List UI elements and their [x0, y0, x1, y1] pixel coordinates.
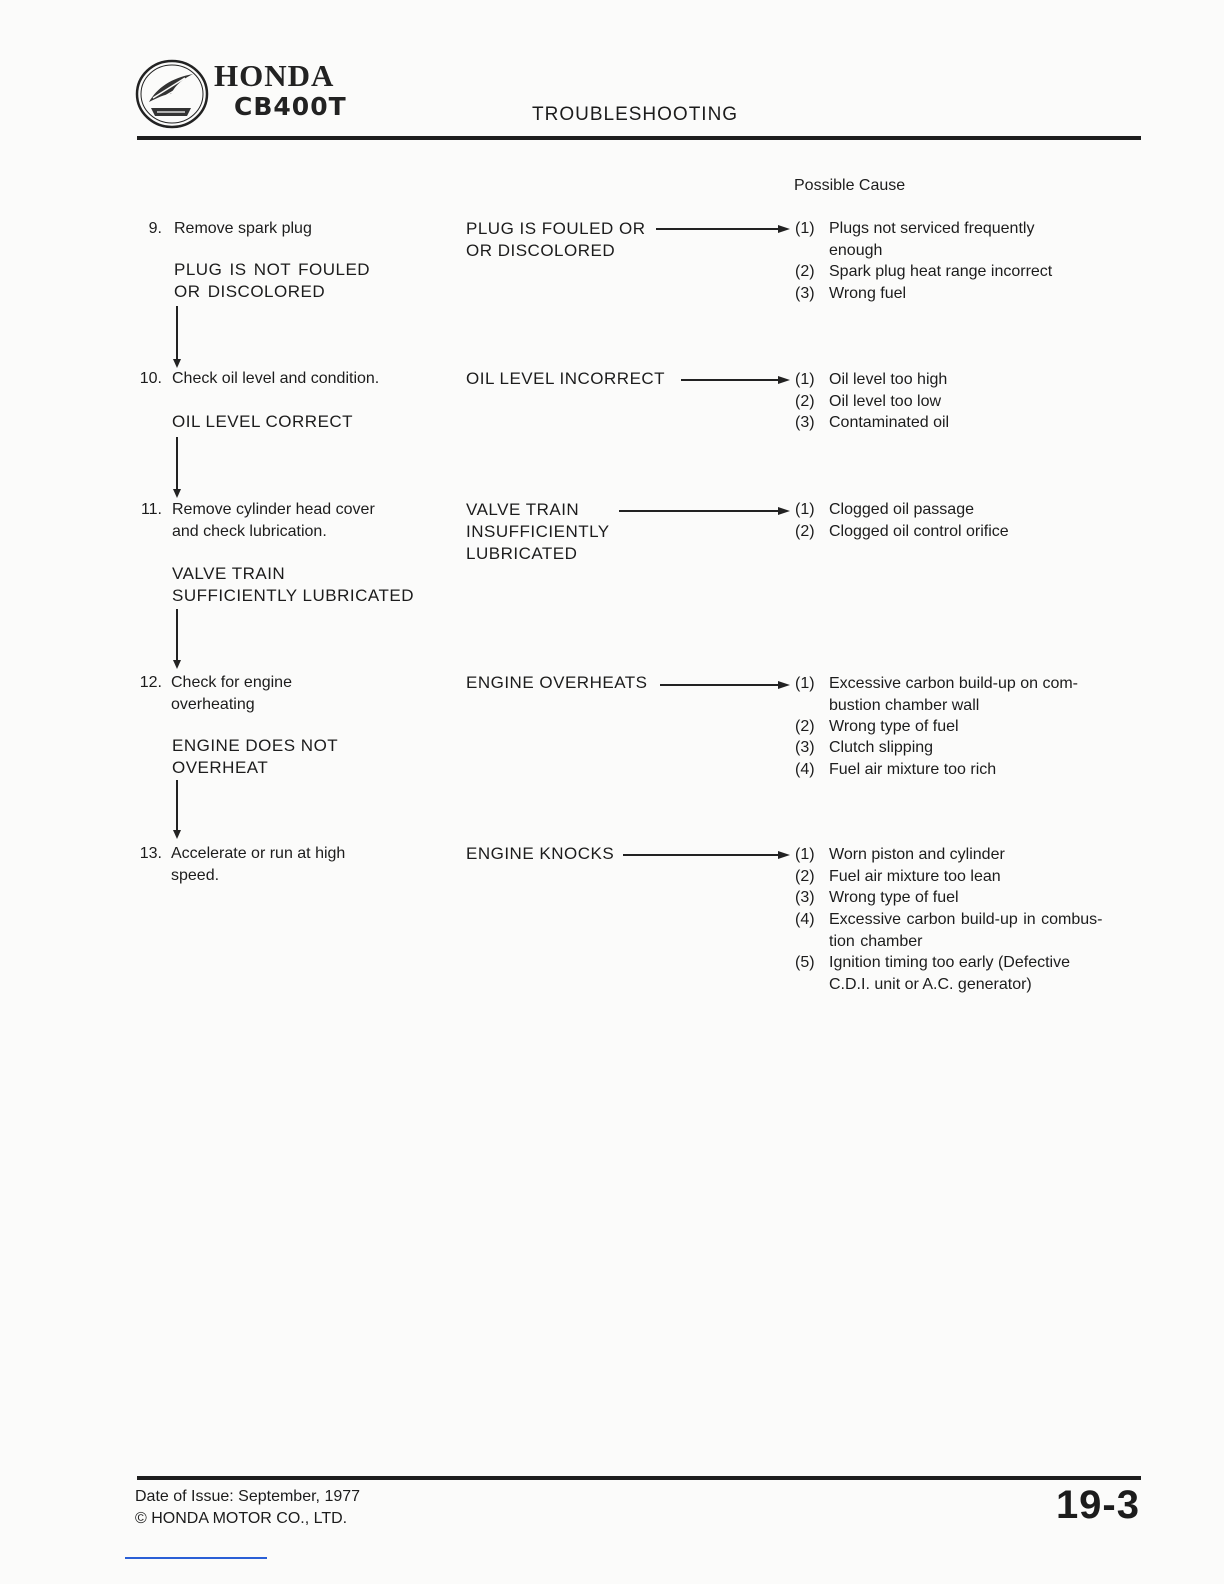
fault-condition: ENGINE OVERHEATS — [466, 673, 648, 692]
arrow-down-icon — [173, 660, 181, 669]
cause-number: (4) — [795, 911, 815, 928]
fault-condition: PLUG IS FOULED OR OR DISCOLORED — [466, 219, 646, 260]
step-number: 13. — [139, 845, 162, 862]
cause-number: (3) — [795, 889, 815, 906]
arrow-right-icon — [778, 681, 790, 689]
step-instruction: Check for engine overheating — [171, 674, 292, 713]
brand-name: HONDA — [214, 58, 335, 93]
model-name: CB400T — [234, 92, 347, 121]
arrow-right-icon — [778, 376, 790, 384]
flow-line — [176, 780, 178, 832]
cause-number: (3) — [795, 414, 815, 431]
arrow-down-icon — [173, 359, 181, 368]
cause-number: (2) — [795, 263, 815, 280]
step-instruction: Accelerate or run at high speed. — [171, 845, 346, 884]
arrow-right-icon — [778, 225, 790, 233]
flow-line — [623, 854, 780, 856]
fault-condition: VALVE TRAIN INSUFFICIENTLY LUBRICATED — [466, 500, 610, 563]
cause-text: Contaminated oil — [829, 414, 950, 431]
cause-number: (1) — [795, 501, 815, 518]
step-instruction: Check oil level and condition. — [172, 370, 380, 387]
arrow-right-icon — [778, 851, 790, 859]
cause-text: Spark plug heat range incorrect — [829, 263, 1053, 280]
cause-text: Fuel air mixture too lean — [829, 868, 1001, 885]
cause-text: Clogged oil control orifice — [829, 523, 1009, 540]
ok-condition: VALVE TRAIN SUFFICIENTLY LUBRICATED — [172, 564, 414, 605]
possible-cause-heading: Possible Cause — [794, 177, 906, 194]
step-number: 9. — [148, 220, 162, 237]
cause-text: Wrong type of fuel — [829, 718, 959, 735]
flow-line — [176, 437, 178, 491]
ok-condition: ENGINE DOES NOT OVERHEAT — [172, 736, 339, 777]
flow-line — [681, 379, 780, 381]
fault-condition: OIL LEVEL INCORRECT — [466, 369, 666, 388]
cause-number: (1) — [795, 220, 815, 237]
link-underline — [125, 1557, 267, 1559]
page-number: 19-3 — [1055, 1483, 1140, 1527]
arrow-down-icon — [173, 489, 181, 498]
header-rule — [137, 136, 1141, 140]
ok-condition: OIL LEVEL CORRECT — [172, 412, 354, 431]
cause-number: (2) — [795, 868, 815, 885]
cause-text: Oil level too low — [829, 393, 942, 410]
fault-condition: ENGINE KNOCKS — [466, 844, 615, 863]
cause-text: Worn piston and cylinder — [829, 846, 1005, 863]
flow-line — [660, 684, 780, 686]
step-number: 11. — [140, 501, 162, 518]
arrow-right-icon — [778, 507, 790, 515]
cause-text: Excessive carbon build-up in combus- tion chamber — [829, 911, 1103, 950]
copyright: © HONDA MOTOR CO., LTD. — [135, 1510, 348, 1527]
flow-line — [176, 306, 178, 361]
cause-text: Fuel air mixture too rich — [829, 761, 997, 778]
cause-number: (4) — [795, 761, 815, 778]
cause-text: Excessive carbon build-up on com- bustion chamber wall — [829, 675, 1079, 714]
cause-number: (3) — [795, 285, 815, 302]
cause-number: (5) — [795, 954, 815, 971]
cause-number: (2) — [795, 523, 815, 540]
step-instruction: Remove spark plug — [174, 220, 312, 237]
flow-line — [176, 609, 178, 662]
ok-condition: PLUG IS NOT FOULED OR DISCOLORED — [174, 260, 371, 301]
footer-rule — [137, 1476, 1141, 1480]
cause-text: Clogged oil passage — [829, 501, 974, 518]
cause-number: (2) — [795, 393, 815, 410]
cause-number: (1) — [795, 675, 815, 692]
step-number: 10. — [139, 370, 162, 387]
cause-number: (1) — [795, 846, 815, 863]
honda-wing-icon — [135, 58, 209, 130]
cause-text: Wrong type of fuel — [829, 889, 959, 906]
flow-line — [619, 510, 780, 512]
step-instruction: Remove cylinder head cover and check lubrication. — [172, 501, 375, 540]
cause-text: Plugs not serviced frequently enough — [829, 220, 1035, 259]
cause-number: (2) — [795, 718, 815, 735]
flow-line — [656, 228, 780, 230]
cause-text: Clutch slipping — [829, 739, 934, 756]
cause-number: (1) — [795, 371, 815, 388]
issue-date: Date of Issue: September, 1977 — [135, 1488, 361, 1505]
section-title: TROUBLESHOOTING — [532, 104, 739, 125]
cause-number: (3) — [795, 739, 815, 756]
arrow-down-icon — [173, 830, 181, 839]
cause-text: Oil level too high — [829, 371, 948, 388]
step-number: 12. — [139, 674, 162, 691]
cause-text: Ignition timing too early (Defective C.D.I. unit or A.C. generator) — [829, 954, 1070, 993]
cause-text: Wrong fuel — [829, 285, 907, 302]
